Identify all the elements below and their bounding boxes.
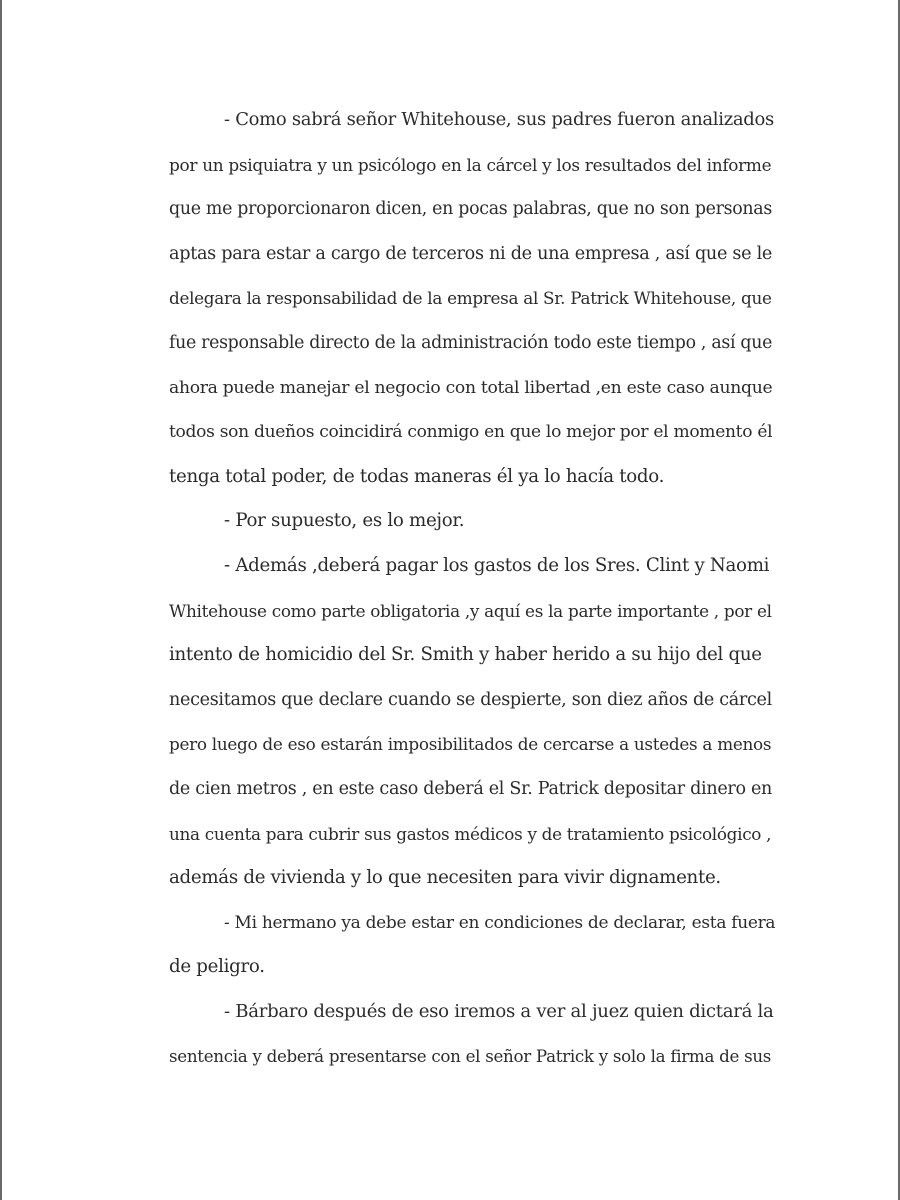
paragraph-line: además de vivienda y lo que necesiten para vivir dignamente.: [169, 867, 721, 889]
paragraph-line: que me proporcionaron dicen, en pocas palabras, que no son personas: [169, 199, 772, 220]
paragraph-first-line: - Por supuesto, es lo mejor.: [224, 510, 465, 532]
paragraph-line: de cien metros , en este caso deberá el Sr. Patrick depositar dinero en: [169, 778, 773, 799]
paragraph-first-line: - Bárbaro después de eso iremos a ver al juez quien dictará la: [224, 1000, 774, 1022]
paragraph-line: por un psiquiatra y un psicólogo en la cárcel y los resultados del informe: [169, 154, 772, 175]
paragraph-line: tenga total poder, de todas maneras él ya lo hacía todo.: [169, 465, 665, 487]
paragraph-line: ahora puede manejar el negocio con total libertad ,en este caso aunque: [169, 377, 773, 398]
paragraph-first-line: - Como sabrá señor Whitehouse, sus padres fueron analizados: [224, 109, 774, 130]
paragraph-line: aptas para estar a cargo de terceros ni de una empresa , así que se le: [169, 243, 773, 264]
paragraph-line: Whitehouse como parte obligatoria ,y aquí es la parte importante , por el: [169, 600, 772, 621]
paragraph-line: intento de homicidio del Sr. Smith y haber herido a su hijo del que: [169, 644, 762, 666]
paragraph-line: de peligro.: [169, 956, 265, 978]
document-body: [169, 98, 776, 1079]
paragraph-line: pero luego de eso estarán imposibilitados de cercarse a ustedes a menos: [169, 734, 772, 755]
paragraph-first-line: - Mi hermano ya debe estar en condiciones de declarar, esta fuera: [224, 912, 776, 933]
paragraph-line: todos son dueños coincidirá conmigo en que lo mejor por el momento él: [169, 422, 773, 443]
paragraph-line: delegara la responsabilidad de la empresa al Sr. Patrick Whitehouse, que: [169, 288, 772, 309]
paragraph-line: sentencia y deberá presentarse con el señor Patrick y solo la firma de sus: [169, 1046, 772, 1067]
paragraph-line: necesitamos que declare cuando se despierte, son diez años de cárcel: [169, 689, 772, 710]
paragraph-first-line: - Además ,deberá pagar los gastos de los Sres. Clint y Naomi: [224, 554, 770, 576]
paragraph-line: una cuenta para cubrir sus gastos médicos y de tratamiento psicológico ,: [169, 823, 772, 844]
paragraph-line: fue responsable directo de la administración todo este tiempo , así que: [169, 332, 773, 353]
